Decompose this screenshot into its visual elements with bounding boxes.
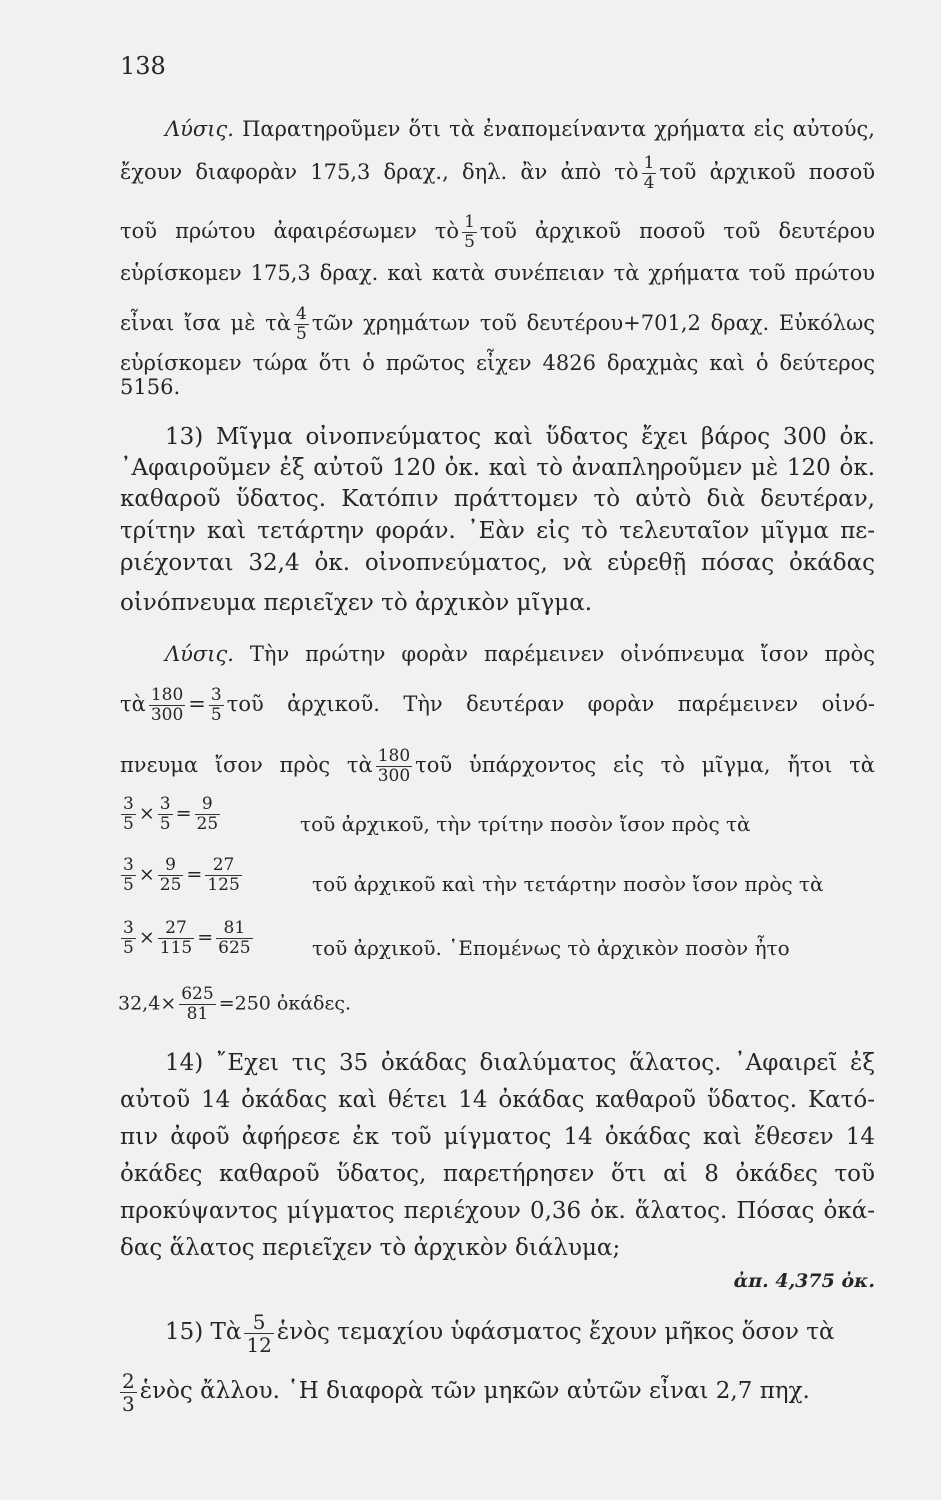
text: τοῦ ἀρχικοῦ. Τὴν δευτέραν φορὰν παρέμεινεν οἰνό- (226, 692, 875, 716)
problem-15-line-1 (165, 1307, 875, 1357)
fraction-5-12 (244, 1309, 273, 1357)
solution-12-line-2 (120, 155, 875, 192)
numerator: 3 (123, 918, 134, 938)
numerator: 180 (377, 746, 411, 766)
problem-13-line-2: ᾿Αφαιροῦμεν ἐξ αὐτοῦ 120 ὀκ. καὶ τὸ ἀναπληροῦμεν μὲ 120 ὀκ. (120, 455, 875, 481)
text: 15) Τὰ (165, 1319, 242, 1345)
denominator: 25 (159, 875, 182, 895)
numerator: 3 (123, 794, 134, 814)
fraction-180-300 (149, 687, 185, 724)
fraction-1-5 (462, 214, 477, 251)
problem-15-line-2 (120, 1366, 875, 1416)
math-row-3-text: τοῦ ἀρχικοῦ. ῾Επομένως τὸ ἀρχικὸν ποσὸν ἦτο (312, 936, 790, 960)
denominator: 625 (218, 938, 251, 958)
denominator: 5 (296, 324, 307, 344)
text: εἶναι ἴσα μὲ τὰ (120, 311, 292, 335)
numerator: 81 (216, 920, 252, 939)
numerator: 1 (464, 212, 475, 232)
solution-12-line-6: εὑρίσκομεν τώρα ὅτι ὁ πρῶτος εἶχεν 4826 δραχμὰς καὶ ὁ δεύτερος (120, 351, 875, 375)
text: τὰ (120, 692, 146, 716)
problem-13-line-3: καθαροῦ ὕδατος. Κατόπιν πράττομεν τὸ αὐτὸ διὰ δευτέραν, (120, 486, 875, 512)
text: πνευμα ἴσον πρὸς τὰ (120, 753, 373, 777)
times-sign: × (138, 863, 155, 886)
solution-12-line-3 (120, 214, 875, 251)
fraction-2-3 (120, 1368, 137, 1416)
denominator: 300 (150, 705, 184, 725)
denominator: 125 (207, 875, 240, 895)
numerator: 9 (158, 857, 184, 876)
text: ἔχουν διαφορὰν 175,3 δραχ., δηλ. ἂν ἀπὸ τὸ (120, 160, 639, 184)
fraction-3-5 (121, 857, 136, 894)
problem-13-line-5: ριέχονται 32,4 ὀκ. οἰνοπνεύματος, νὰ εὑρεθῇ πόσας ὀκάδας (120, 550, 875, 576)
page-number: 138 (120, 52, 166, 80)
fraction-3-5 (158, 796, 173, 833)
numerator: 1 (643, 153, 655, 173)
fraction-27-115 (158, 920, 194, 957)
solution-12-line-7: 5156. (120, 375, 181, 399)
text: τοῦ πρώτου ἀφαιρέσωμεν τὸ (120, 219, 460, 243)
solution-13-line-3 (120, 748, 875, 785)
numerator: 27 (205, 857, 241, 876)
solution-12-line-4: εὑρίσκομεν 175,3 δραχ. καὶ κατὰ συνέπειαν τὰ χρήματα τοῦ πρώτου (120, 261, 875, 285)
fraction-1-4 (642, 155, 657, 192)
solution-label: Λύσις. (165, 642, 234, 666)
solution-label: Λύσις. (165, 117, 234, 141)
denominator: 5 (123, 938, 134, 958)
problem-14-line-1: 14) ῎Εχει τις 35 ὀκάδας διαλύματος ἅλατος. ᾿Αφαιρεῖ ἐξ (165, 1050, 875, 1076)
problem-14-line-6: δας ἅλατος περιεῖχεν τὸ ἀρχικὸν διάλυμα; (120, 1235, 621, 1261)
math-row-2-text: τοῦ ἀρχικοῦ καὶ τὴν τετάρτην ποσὸν ἴσον πρὸς τὰ (312, 872, 824, 896)
denominator: 115 (159, 938, 193, 958)
solution-13-line-2 (120, 687, 875, 724)
solution-12-line-5 (120, 306, 875, 343)
times-sign: × (160, 992, 177, 1015)
text: τῶν χρημάτων τοῦ δευτέρου+701,2 δραχ. Εὐκόλως (311, 311, 875, 335)
denominator: 4 (643, 173, 655, 193)
fraction-180-300 (376, 748, 412, 785)
text: ἑνὸς ἄλλου. ῾Η διαφορὰ τῶν μηκῶν αὐτῶν εἶναι 2,7 πηχ. (139, 1378, 810, 1404)
solution-13-line-1 (165, 641, 875, 667)
numerator: 3 (159, 794, 171, 814)
denominator: 5 (159, 814, 171, 834)
denominator: 25 (196, 814, 219, 834)
problem-13-line-1: 13) Μῖγμα οἰνοπνεύματος καὶ ὕδατος ἔχει βάρος 300 ὀκ. (165, 424, 875, 450)
fraction-625-81 (179, 986, 215, 1023)
math-row-1 (118, 796, 223, 833)
numerator: 4 (296, 304, 307, 324)
final-computation (118, 986, 351, 1023)
equals-sign: = (186, 863, 203, 886)
math-row-2 (118, 857, 245, 894)
text: τοῦ ἀρχικοῦ ποσοῦ τοῦ δευτέρου (479, 219, 875, 243)
fraction-3-5 (209, 687, 224, 724)
numerator: 2 (122, 1368, 135, 1393)
numerator: 5 (244, 1312, 273, 1334)
times-sign: × (138, 802, 155, 825)
denominator: 81 (186, 1004, 209, 1024)
fraction-3-5 (121, 796, 136, 833)
text: τοῦ ἀρχικοῦ ποσοῦ (659, 160, 875, 184)
text: Τὴν πρώτην φορὰν παρέμεινεν οἰνόπνευμα ἴσον πρὸς (249, 642, 875, 666)
math-row-3 (118, 920, 256, 957)
fraction-3-5 (121, 920, 136, 957)
problem-13-line-4: τρίτην καὶ τετάρτην φοράν. ᾿Εὰν εἰς τὸ τελευταῖον μῖγμα πε- (120, 518, 875, 544)
equals-sign: = (175, 802, 192, 825)
problem-13-line-6: οἰνόπνευμα περιεῖχεν τὸ ἀρχικὸν μῖγμα. (120, 590, 593, 616)
text: Παρατηροῦμεν ὅτι τὰ ἐναπομείναντα χρήματα εἰς αὐτούς, (242, 117, 875, 141)
math-row-1-text: τοῦ ἀρχικοῦ, τὴν τρίτην ποσὸν ἴσον πρὸς τὰ (300, 812, 751, 836)
problem-14-line-5: προκύψαντος μίγματος περιέχουν 0,36 ὀκ. ἅλατος. Πόσας ὀκά- (120, 1198, 875, 1224)
times-sign: × (138, 926, 155, 949)
problem-14-line-2: αὐτοῦ 14 ὀκάδας καὶ θέτει 14 ὀκάδας καθαροῦ ὕδατος. Κατό- (120, 1087, 875, 1113)
solution-12-line-1 (165, 116, 875, 142)
denominator: 3 (122, 1391, 135, 1416)
fraction-81-625 (216, 920, 252, 957)
problem-14-answer: ἀπ. 4,375 ὀκ. (733, 1270, 875, 1292)
numerator: 180 (150, 685, 184, 705)
fraction-9-25 (195, 796, 221, 833)
denominator: 5 (464, 232, 475, 252)
denominator: 5 (123, 875, 134, 895)
problem-14-line-4: ὀκάδες καθαροῦ ὕδατος, παρετήρησεν ὅτι αἱ 8 ὀκάδες τοῦ (120, 1161, 875, 1187)
fraction-4-5 (294, 306, 309, 343)
equals-sign: = (197, 926, 214, 949)
denominator: 5 (123, 814, 134, 834)
problem-14-line-3: πιν ἀφοῦ ἀφήρεσε ἐκ τοῦ μίγματος 14 ὀκάδας καὶ ἔθεσεν 14 (120, 1124, 875, 1150)
fraction-27-125 (205, 857, 241, 894)
text: =250 ὀκάδες. (218, 992, 352, 1015)
numerator: 3 (123, 855, 134, 875)
numerator: 27 (158, 920, 194, 939)
denominator: 5 (210, 705, 222, 725)
fraction-9-25 (158, 857, 184, 894)
text: ἑνὸς τεμαχίου ὑφάσματος ἔχουν μῆκος ὅσον τὰ (276, 1319, 835, 1345)
denominator: 12 (246, 1332, 272, 1357)
text: 32,4 (118, 992, 161, 1015)
text: τοῦ ὑπάρχοντος εἰς τὸ μῖγμα, ἤτοι τὰ (415, 753, 875, 777)
numerator: 3 (210, 685, 222, 705)
numerator: 9 (195, 796, 221, 815)
numerator: 625 (181, 984, 214, 1004)
denominator: 300 (377, 766, 411, 786)
equals-sign: = (188, 692, 206, 716)
